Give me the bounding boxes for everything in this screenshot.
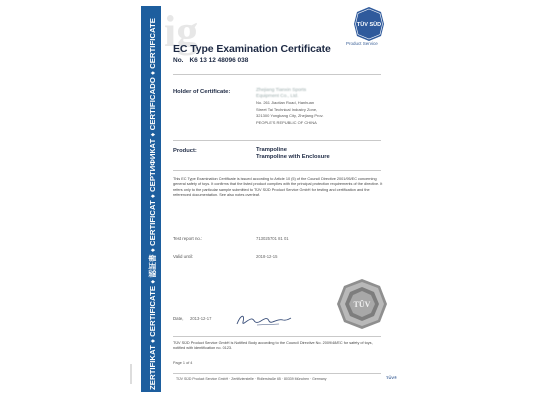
holder-name: Zhejiang Tianxin Sports Equipment Co., Ltd. xyxy=(256,88,307,99)
product-label: Product: xyxy=(173,148,197,154)
holder-label: Holder of Certificate: xyxy=(173,89,231,95)
notified-body-text: TÜV SÜD Product Service GmbH is Notified Body according to the Council Directive No. 2009/48/EC for safety of toys, notified with identification no. 0123. xyxy=(173,341,373,351)
page-number: Page 1 of 4 xyxy=(173,361,193,365)
product-line: Trampoline with Enclosure xyxy=(256,154,330,160)
watermark-mark: ig xyxy=(164,7,199,56)
strip-text-wrap xyxy=(148,12,171,392)
valid-until-label: Valid until: xyxy=(173,254,193,259)
footer-address: TÜV SÜD Product Service GmbH · Zertifizierstelle · Ridlerstraße 65 · 80339 München · Germany xyxy=(176,377,327,381)
logo-caption: Product Service xyxy=(346,41,378,46)
address-line: PEOPLE'S REPUBLIC OF CHINA xyxy=(256,119,317,125)
certificate-number-label: No. xyxy=(173,57,184,64)
product-names xyxy=(256,147,330,161)
test-report-label: Test report no.: xyxy=(173,236,203,241)
date-value: 2013-12-17 xyxy=(190,316,212,321)
divider xyxy=(173,336,381,337)
holder-address xyxy=(256,100,323,126)
divider xyxy=(173,140,381,141)
certificate-title: EC Type Examination Certificate xyxy=(173,43,331,55)
test-report-value: 713025701 81 01 xyxy=(256,236,289,241)
address-line: Street Tai Technical Industry Zone, xyxy=(256,106,318,112)
certificate-number-value: K6 13 12 48096 038 xyxy=(189,57,249,64)
address-line: 321300 Yongkang City, Zhejiang Prov. xyxy=(256,113,324,118)
divider xyxy=(173,74,381,75)
footer-logo: TÜV® xyxy=(386,375,397,380)
logo-text: TÜV SÜD xyxy=(356,22,382,28)
tuv-seal-icon xyxy=(336,278,388,330)
divider xyxy=(173,373,381,374)
date-label: Date, xyxy=(173,316,184,321)
strip-text-graphic xyxy=(148,12,171,392)
strip-text: ZERTIFIKAT ♦ CERTIFICATE ♦ 認証書 ♦ CERTIFICAT ♦ СЕРТИФИКАТ ♦ CERTIFICADO ♦ CERTIFICATE xyxy=(148,46,157,390)
watermark-mark xyxy=(128,364,134,384)
certificate-side-strip xyxy=(141,6,161,392)
product-line: Trampoline xyxy=(256,147,287,153)
signature-icon xyxy=(233,310,293,330)
certificate-number xyxy=(173,57,248,64)
certificate-body-text: This EC Type Examination Certificate is issued according to Article 10 (5) of the Council Directive 2001/95/EC concerning general safety of toys. It confirms that the listed product complies with the principal protection requirements of the directive. It refers only to the particular sample submitted to TÜV SÜD Product Service GmbH for testing and certification and the referenced documentation. See also notes overleaf. xyxy=(173,177,383,198)
divider xyxy=(173,170,381,171)
tuv-sud-logo-icon xyxy=(353,6,385,46)
seal-text: TÜV xyxy=(353,300,371,309)
valid-until-value: 2018-12-15 xyxy=(256,254,278,259)
address-line: No. 261 Jiaotian Road, Hanhuan xyxy=(256,100,315,105)
